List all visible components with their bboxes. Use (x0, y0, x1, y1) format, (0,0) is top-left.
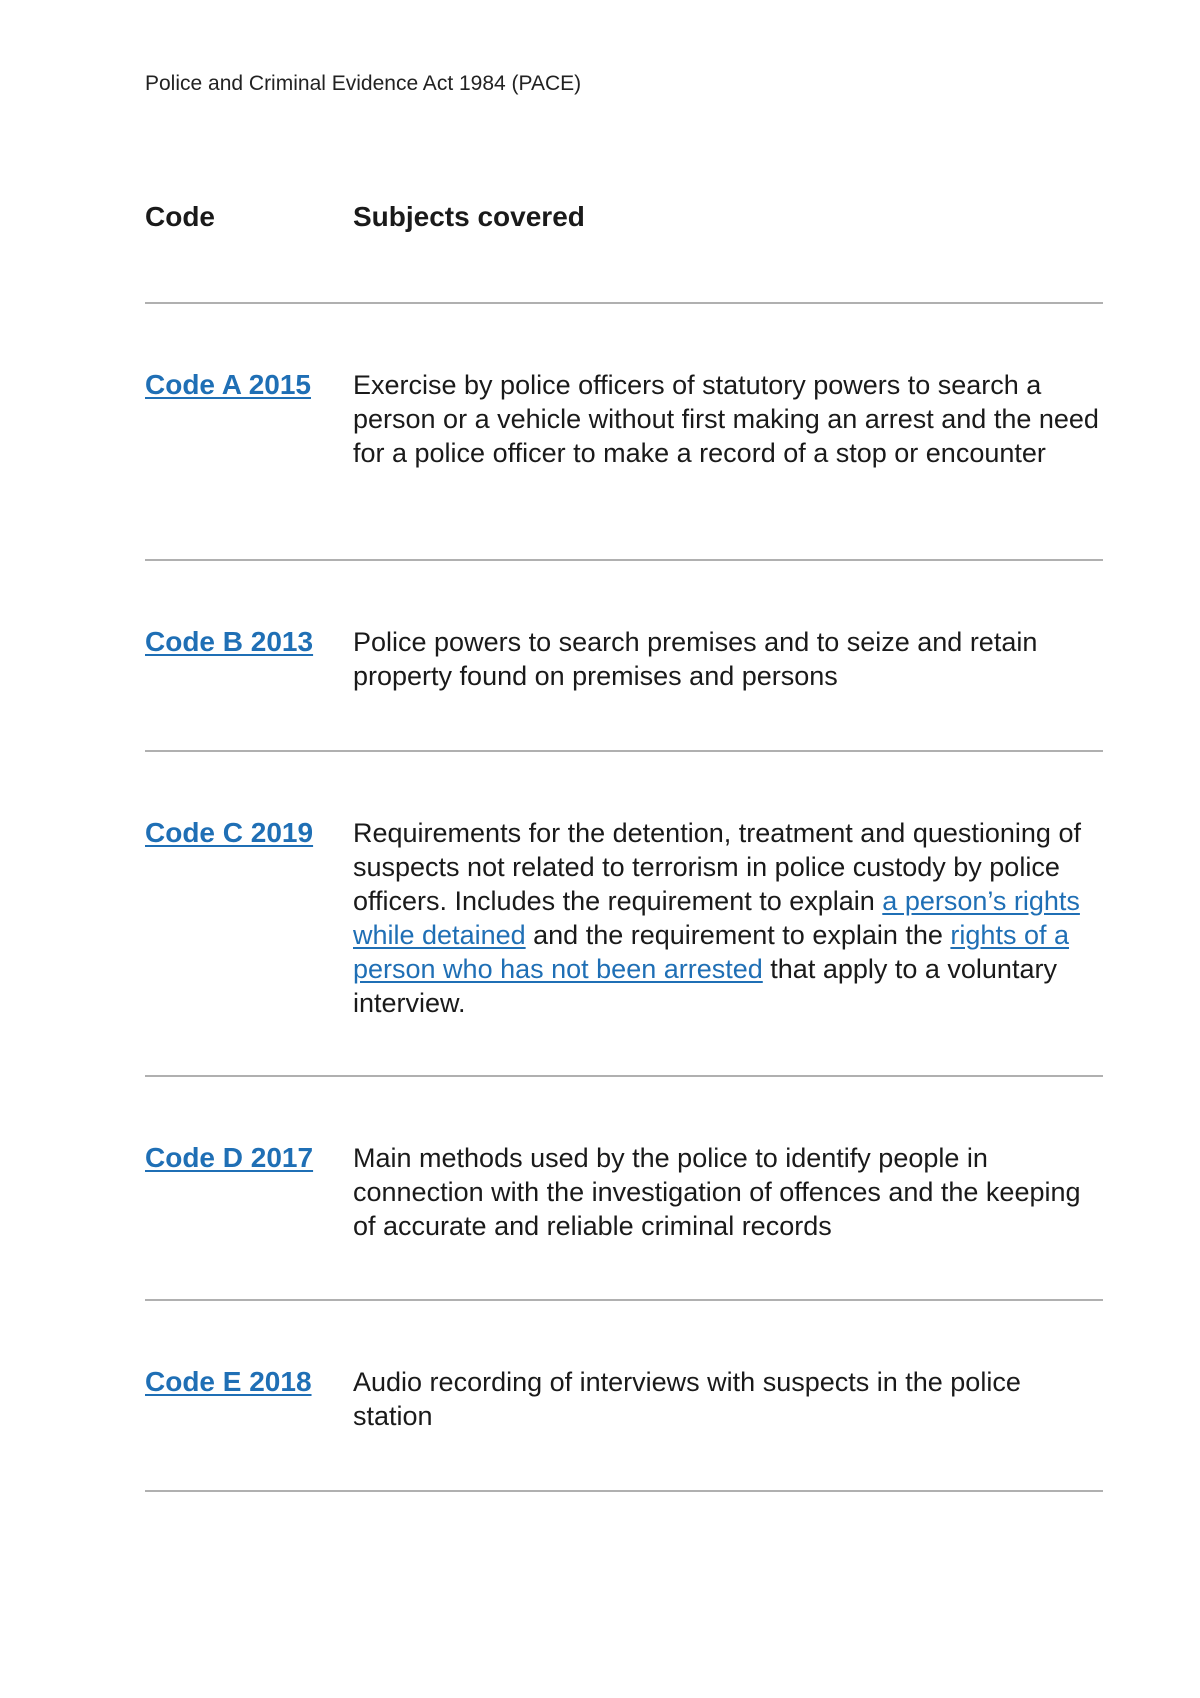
column-header-subjects: Subjects covered (353, 201, 585, 232)
code-d-link[interactable]: Code D 2017 (145, 1142, 314, 1173)
code-a-link[interactable]: Code A 2015 (145, 369, 311, 400)
code-b-link[interactable]: Code B 2013 (145, 626, 314, 657)
codes-table (145, 200, 1103, 1492)
table-row-code-d (145, 1077, 1103, 1301)
code-e-link[interactable]: Code E 2018 (145, 1366, 312, 1397)
page-header-title: Police and Criminal Evidence Act 1984 (PACE) (145, 72, 582, 95)
rights-not-arrested-link[interactable]: rights of a person who has not been arrested (353, 920, 1069, 984)
code-c-subject-text-1: Requirements for the detention, treatment and questioning of suspects not related to terrorism in police custody by police officers. Includes the requirement to explain (353, 818, 1081, 916)
code-c-link[interactable]: Code C 2019 (145, 817, 314, 848)
code-c-subject-text-2: and the requirement to explain the (525, 920, 951, 950)
code-e-subject: Audio recording of interviews with suspects in the police station (353, 1367, 1021, 1431)
code-c-subject-text-3: that apply to a voluntary interview. (353, 954, 1057, 1018)
table-row-code-e (145, 1301, 1103, 1492)
code-b-subject: Police powers to search premises and to seize and retain property found on premises and persons (353, 627, 1038, 691)
table-row-code-c (145, 752, 1103, 1077)
column-header-code: Code (145, 201, 215, 232)
person-rights-detained-link[interactable]: a person’s rights while detained (353, 886, 1080, 950)
code-d-subject: Main methods used by the police to identify people in connection with the investigation of offences and the keeping of accurate and reliable criminal records (353, 1143, 1081, 1241)
code-c-subject (353, 816, 1103, 1075)
code-a-subject: Exercise by police officers of statutory powers to search a person or a vehicle without first making an arrest and the need for a police officer to make a record of a stop or encounter (353, 370, 1099, 468)
table-row-code-a (145, 304, 1103, 561)
table-header-row (145, 200, 1103, 304)
table-row-code-b (145, 561, 1103, 752)
